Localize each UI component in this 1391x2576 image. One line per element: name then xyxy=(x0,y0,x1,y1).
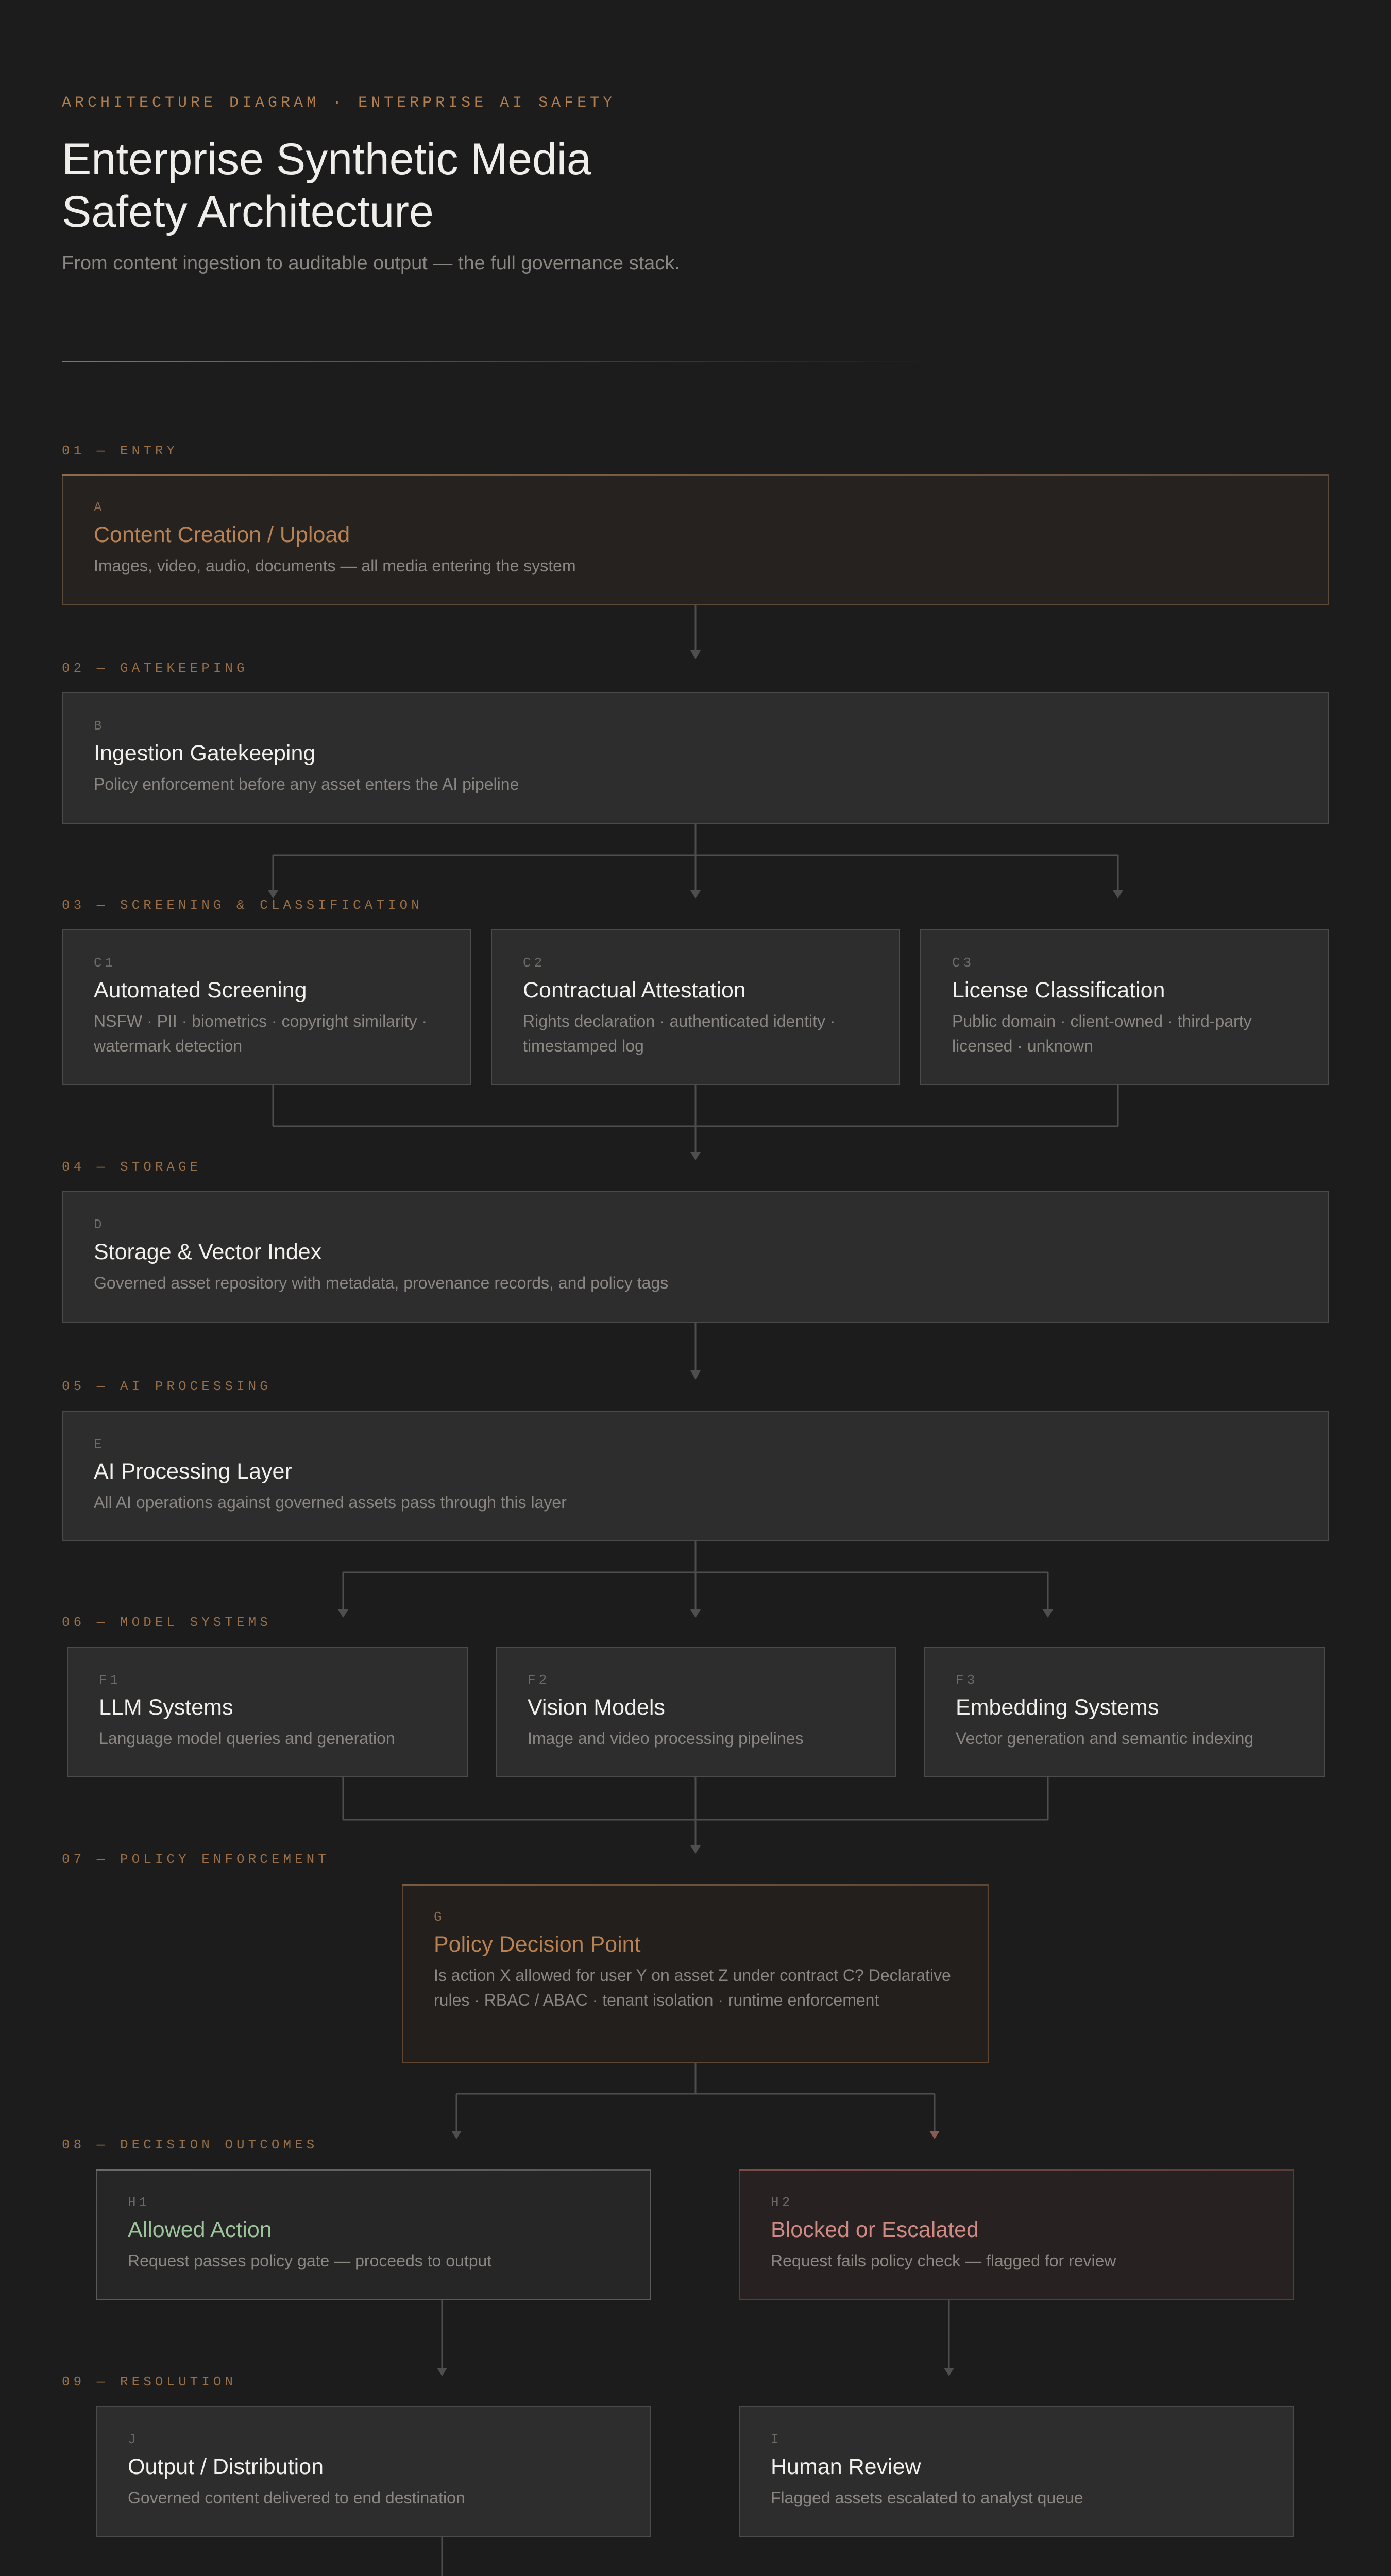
node-id: F3 xyxy=(956,1672,978,1688)
node-id: F2 xyxy=(528,1672,550,1688)
node-description: Governed asset repository with metadata, provenance records, and policy tags xyxy=(94,1274,669,1292)
arrowhead-e xyxy=(690,1370,701,1380)
section-label-policy-enforcement: 07 — POLICY ENFORCEMENT xyxy=(62,1852,330,1867)
node-description: NSFW · PII · biometrics · copyright similarity · watermark detection xyxy=(94,1012,428,1055)
node-title: Storage & Vector Index xyxy=(94,1240,322,1264)
node-title: Content Creation / Upload xyxy=(94,522,350,547)
node-description: Public domain · client-owned · third-party licensed · unknown xyxy=(952,1012,1252,1055)
node-title: Embedding Systems xyxy=(956,1695,1159,1720)
node-id: J xyxy=(128,2432,139,2447)
arrowhead-c3 xyxy=(1113,890,1123,899)
node-f3-embedding-systems[interactable] xyxy=(924,1647,1325,1777)
node-id: D xyxy=(94,1217,105,1232)
arrowhead-c2 xyxy=(690,890,701,899)
node-h1-allowed-action[interactable] xyxy=(96,2169,651,2300)
node-title: LLM Systems xyxy=(99,1695,233,1720)
node-title: License Classification xyxy=(952,978,1165,1003)
node-title: Vision Models xyxy=(528,1695,665,1720)
page-subtitle: From content ingestion to auditable output — the full governance stack. xyxy=(62,252,680,274)
arrowhead-g xyxy=(690,1845,701,1854)
node-description: Flagged assets escalated to analyst queue xyxy=(771,2488,1083,2507)
section-label-storage: 04 — STORAGE xyxy=(62,1159,202,1175)
arrowhead-j xyxy=(437,2368,447,2376)
arrowhead-d xyxy=(690,1152,701,1160)
node-c2-contractual-attestation[interactable] xyxy=(491,929,900,1085)
node-title: Allowed Action xyxy=(128,2217,272,2242)
arrowhead-f1 xyxy=(338,1609,348,1618)
diagram-eyebrow: ARCHITECTURE DIAGRAM · ENTERPRISE AI SAFETY xyxy=(62,94,616,112)
node-title: Contractual Attestation xyxy=(523,978,746,1003)
node-title: Output / Distribution xyxy=(128,2454,324,2479)
node-description: Rights declaration · authenticated identity · timestamped log xyxy=(523,1012,836,1055)
node-title: Policy Decision Point xyxy=(434,1932,641,1957)
node-a-content-upload[interactable] xyxy=(62,474,1329,605)
arrowhead-h1 xyxy=(451,2131,462,2139)
node-d-storage-vector-index[interactable] xyxy=(62,1191,1329,1323)
node-description: Governed content delivered to end destination xyxy=(128,2488,465,2507)
node-description: Request passes policy gate — proceeds to output xyxy=(128,2251,492,2270)
node-accent-bar xyxy=(96,2169,651,2171)
node-e-ai-processing-layer[interactable] xyxy=(62,1411,1329,1541)
section-label-resolution: 09 — RESOLUTION xyxy=(62,2374,237,2389)
node-id: E xyxy=(94,1436,105,1452)
node-g-policy-decision-point[interactable] xyxy=(402,1884,989,2063)
node-id: C2 xyxy=(523,955,546,971)
node-accent-bar xyxy=(402,1884,989,1886)
node-description: Images, video, audio, documents — all media entering the system xyxy=(94,556,576,575)
node-id: G xyxy=(434,1909,445,1925)
node-id: H1 xyxy=(128,2195,150,2210)
node-id: F1 xyxy=(99,1672,122,1688)
node-id: B xyxy=(94,718,105,734)
node-c1-automated-screening[interactable] xyxy=(62,929,471,1085)
arrowhead-b xyxy=(690,650,701,659)
node-f2-vision-models[interactable] xyxy=(496,1647,896,1777)
section-label-gatekeeping: 02 — GATEKEEPING xyxy=(62,660,248,676)
arrowhead-h2 xyxy=(929,2131,940,2139)
node-title: Ingestion Gatekeeping xyxy=(94,741,316,766)
section-label-ai-processing: 05 — AI PROCESSING xyxy=(62,1379,272,1394)
node-description: Language model queries and generation xyxy=(99,1729,395,1748)
node-c3-license-classification[interactable] xyxy=(920,929,1329,1085)
node-accent-bar xyxy=(62,474,1329,476)
node-id: I xyxy=(771,2432,782,2447)
page-title-line-2: Safety Architecture xyxy=(62,187,434,236)
node-title: Automated Screening xyxy=(94,978,307,1003)
arrowhead-f3 xyxy=(1043,1609,1053,1618)
node-i-human-review[interactable] xyxy=(739,2406,1294,2537)
arrowhead-i xyxy=(944,2368,954,2376)
node-f1-llm-systems[interactable] xyxy=(67,1647,468,1777)
node-description: Request fails policy check — flagged for review xyxy=(771,2251,1116,2270)
node-h2-blocked-escalated[interactable] xyxy=(739,2169,1294,2300)
page-title-line-1: Enterprise Synthetic Media xyxy=(62,134,591,184)
node-title: Blocked or Escalated xyxy=(771,2217,979,2242)
node-description: Policy enforcement before any asset enters the AI pipeline xyxy=(94,775,519,793)
node-id: H2 xyxy=(771,2195,793,2210)
section-label-screening: 03 — SCREENING & CLASSIFICATION xyxy=(62,897,423,913)
node-description: Is action X allowed for user Y on asset Z under contract C? Declarative rules · RBAC / ABAC · tenant isolation · runtime enforcement xyxy=(434,1966,951,2009)
node-title: AI Processing Layer xyxy=(94,1459,292,1484)
node-b-ingestion-gatekeeping[interactable] xyxy=(62,692,1329,824)
node-description: Image and video processing pipelines xyxy=(528,1729,804,1748)
node-description: Vector generation and semantic indexing xyxy=(956,1729,1254,1748)
node-title: Human Review xyxy=(771,2454,921,2479)
arrowhead-f2 xyxy=(690,1609,701,1618)
node-j-output-distribution[interactable] xyxy=(96,2406,651,2537)
node-description: All AI operations against governed assets pass through this layer xyxy=(94,1493,567,1512)
node-id: C3 xyxy=(952,955,975,971)
section-label-decision-outcomes: 08 — DECISION OUTCOMES xyxy=(62,2137,318,2153)
section-label-entry: 01 — ENTRY xyxy=(62,443,179,459)
node-accent-bar xyxy=(739,2169,1294,2171)
node-id: C1 xyxy=(94,955,116,971)
node-id: A xyxy=(94,500,105,515)
section-label-model-systems: 06 — MODEL SYSTEMS xyxy=(62,1615,272,1630)
